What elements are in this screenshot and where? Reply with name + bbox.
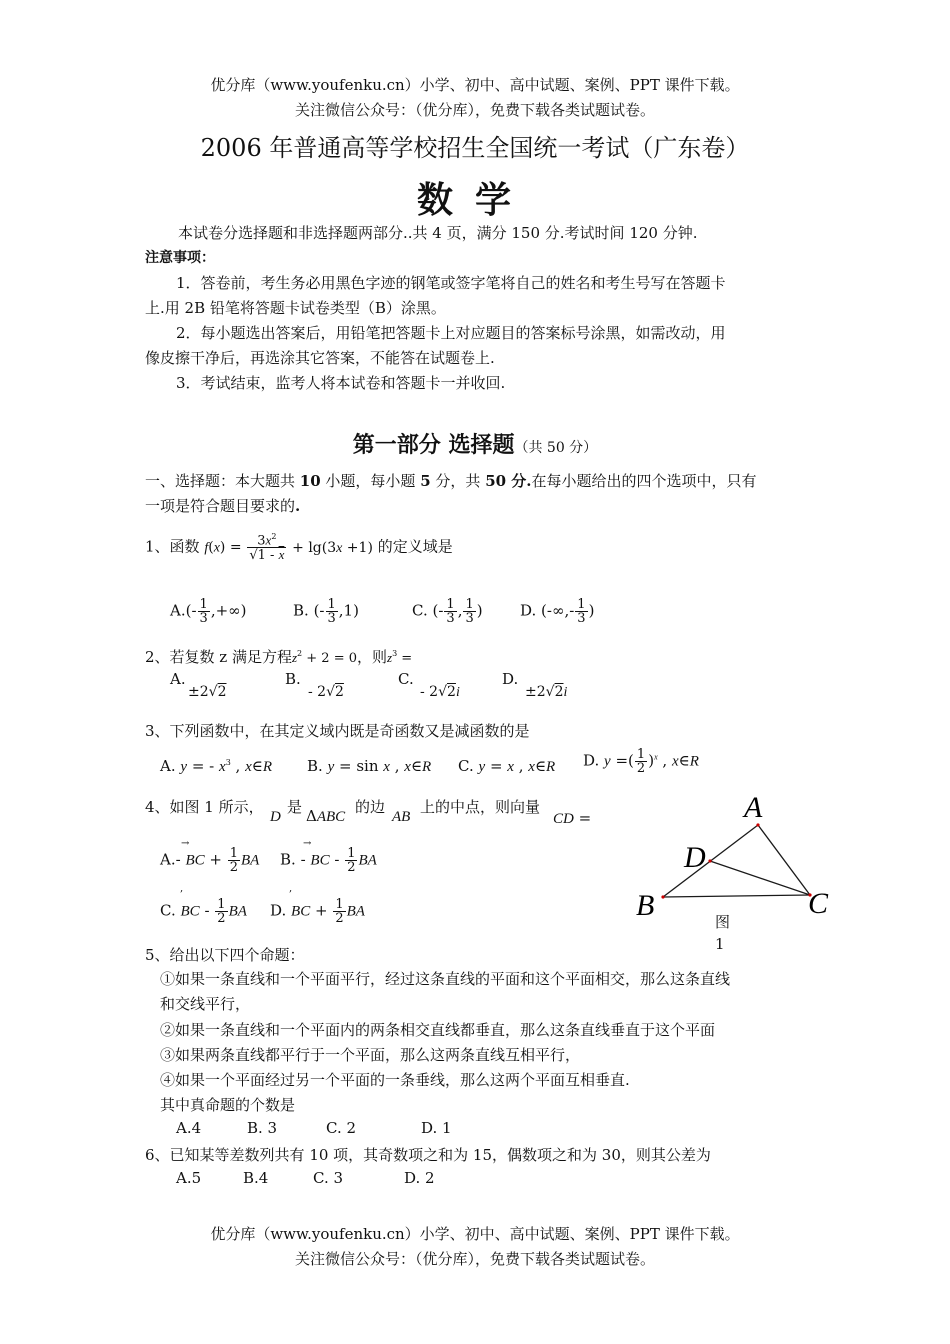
- notice-heading: 注意事项：: [145, 250, 215, 266]
- q3-option-a[interactable]: A. y = - $x^3$ , x∈R: [160, 757, 273, 775]
- part1-points: （共 50 分）: [514, 440, 598, 456]
- q5-option-c[interactable]: C. 2: [326, 1119, 357, 1137]
- subject-title: 数学: [416, 179, 533, 221]
- exam-intro: 本试卷分选择题和非选择题两部分..共 4 页，满分 150 分.考试时间 120 分钟.: [178, 224, 698, 242]
- q6-option-c[interactable]: C. 3: [313, 1169, 344, 1187]
- q3-option-c[interactable]: C. y = x , x∈R: [458, 757, 556, 775]
- triangle-figure: [630, 785, 850, 955]
- exam-title: 2006 年普通高等学校招生全国统一考试（广东卷）: [200, 134, 750, 162]
- notice-2a: 2．每小题选出答案后，用铅笔把答题卡上对应题目的答案标号涂黑，如需改动，用: [176, 324, 726, 342]
- footer-line-2: 关注微信公众号：（优分库），免费下载各类试题试卷。: [294, 1250, 655, 1268]
- part1-instructions: 一、选择题：本大题共 10 小题，每小题 5 分，共 50 分.在每小题给出的四个选项中，只有: [145, 472, 757, 490]
- part1-title-text: 第一部分 选择题: [352, 432, 515, 458]
- q4-triangle: ΔABC: [306, 807, 346, 825]
- q4-stem: 4、如图 1 所示，: [145, 798, 264, 816]
- part1-title: [0, 428, 950, 459]
- q5-option-d[interactable]: D. 1: [421, 1119, 452, 1137]
- q4-option-b[interactable]: B. - BC - $\frac{1}{2}$ BA: [280, 846, 377, 875]
- notice-2b: 像皮擦干净后，再选涂其它答案，不能答在试题卷上.: [145, 349, 495, 367]
- q2-option-d-value: ±2√2i: [525, 684, 568, 700]
- q1-option-a[interactable]: A.(- $\frac{1}{3}$ ,+∞): [170, 597, 247, 626]
- q5-stem: 5、给出以下四个命题：: [145, 946, 305, 964]
- q2-option-b[interactable]: B.: [285, 670, 301, 688]
- q4-ab: AB: [392, 809, 411, 825]
- q4-is: 是: [287, 798, 303, 816]
- q6-stem: 6、已知某等差数列共有 10 项，其奇数项之和为 15，偶数项之和为 30，则其公差为: [145, 1146, 711, 1164]
- q6-option-b[interactable]: B.4: [243, 1169, 269, 1187]
- q5-option-b[interactable]: B. 3: [247, 1119, 278, 1137]
- edge-ac: [758, 825, 810, 895]
- header-line-2: 关注微信公众号：（优分库），免费下载各类试题试卷。: [294, 101, 655, 119]
- q5-statement-4: ④如果一个平面经过另一个平面的一条垂线，那么这两个平面互相垂直.: [160, 1071, 630, 1089]
- label-c: C: [808, 887, 829, 920]
- notice-1b: 上.用 2B 铅笔将答题卡试卷类型（B）涂黑。: [145, 299, 446, 317]
- segment-cd: [710, 861, 810, 895]
- part1-instructions-2: 一项是符合题目要求的.: [145, 497, 301, 515]
- q5-statement-1a: ①如果一条直线和一个平面平行，经过这条直线的平面和这个平面相交，那么这条直线: [160, 970, 731, 988]
- q4-vector-cd: CD =: [553, 809, 592, 827]
- q2-option-d[interactable]: D.: [502, 670, 519, 688]
- q2-stem: 2、若复数 z 满足方程$z^2 + 2 = 0$，则$z^3$ =: [145, 648, 413, 666]
- edge-bc: [663, 895, 810, 897]
- q5-option-a[interactable]: A.4: [176, 1119, 202, 1137]
- q1-option-c[interactable]: C. (- $\frac{1}{3}$ , $\frac{1}{3}$ ): [412, 597, 483, 626]
- q4-midpoint-label: 上的中点，则向量: [420, 798, 541, 816]
- q3-stem: 3、下列函数中，在其定义域内既是奇函数又是减函数的是: [145, 722, 530, 740]
- q3-option-b[interactable]: B. y = sin x , x∈R: [307, 757, 432, 775]
- q4-point-d: D: [270, 809, 281, 825]
- q4-option-a[interactable]: A.- BC + $\frac{1}{2}$ BA: [160, 846, 260, 875]
- q1-option-d[interactable]: D. (-∞,- $\frac{1}{3}$ ): [520, 597, 595, 626]
- vertex-d: [708, 859, 711, 862]
- notice-3: 3．考试结束，监考人将本试卷和答题卡一并收回.: [176, 374, 506, 392]
- q3-option-d[interactable]: D. y =( $\frac{1}{2}$ )$^x$ , x∈R: [583, 747, 699, 776]
- q2-option-c[interactable]: C.: [398, 670, 414, 688]
- notice-1a: 1．答卷前，考生务必用黑色字迹的钢笔或签字笔将自己的姓名和考生号写在答题卡: [176, 274, 726, 292]
- vertex-b: [661, 895, 664, 898]
- q5-question: 其中真命题的个数是: [160, 1096, 296, 1114]
- q2-option-a[interactable]: A.: [170, 670, 186, 688]
- q6-option-d[interactable]: D. 2: [404, 1169, 435, 1187]
- q5-statement-3: ③如果两条直线都平行于一个平面，那么这两条直线互相平行，: [160, 1046, 581, 1064]
- q5-statement-2: ②如果一条直线和一个平面内的两条相交直线都垂直，那么这条直线垂直于这个平面: [160, 1021, 716, 1039]
- figure-number: 1: [715, 935, 725, 953]
- header-line-1: 优分库（www.youfenku.cn）小学、初中、高中试题、案例、PPT 课件下载。: [210, 76, 740, 94]
- label-d: D: [684, 841, 706, 874]
- q4-option-c[interactable]: C. BC - $\frac{1}{2}$ BA: [160, 897, 247, 926]
- q1-option-b[interactable]: B. (- $\frac{1}{3}$ ,1): [293, 597, 359, 626]
- figure-caption: 图: [715, 913, 731, 931]
- label-b: B: [636, 889, 655, 922]
- label-a: A: [744, 791, 763, 824]
- q2-option-b-value: - 2√2: [308, 684, 344, 700]
- q4-option-d[interactable]: D. BC + $\frac{1}{2}$ BA: [270, 897, 365, 926]
- q4-side-label: 的边: [355, 798, 386, 816]
- q6-option-a[interactable]: A.5: [176, 1169, 202, 1187]
- q1-stem: 1、函数 f(x) = $\frac{3x^2}{√1 - x}$ + lg(3x +1) 的定义域是: [145, 532, 453, 564]
- q2-option-a-value: ±2√2: [188, 684, 227, 700]
- q5-statement-1b: 和交线平行，: [160, 995, 251, 1013]
- footer-line-1: 优分库（www.youfenku.cn）小学、初中、高中试题、案例、PPT 课件下载。: [210, 1225, 740, 1243]
- q2-option-c-value: - 2√2i: [420, 684, 460, 700]
